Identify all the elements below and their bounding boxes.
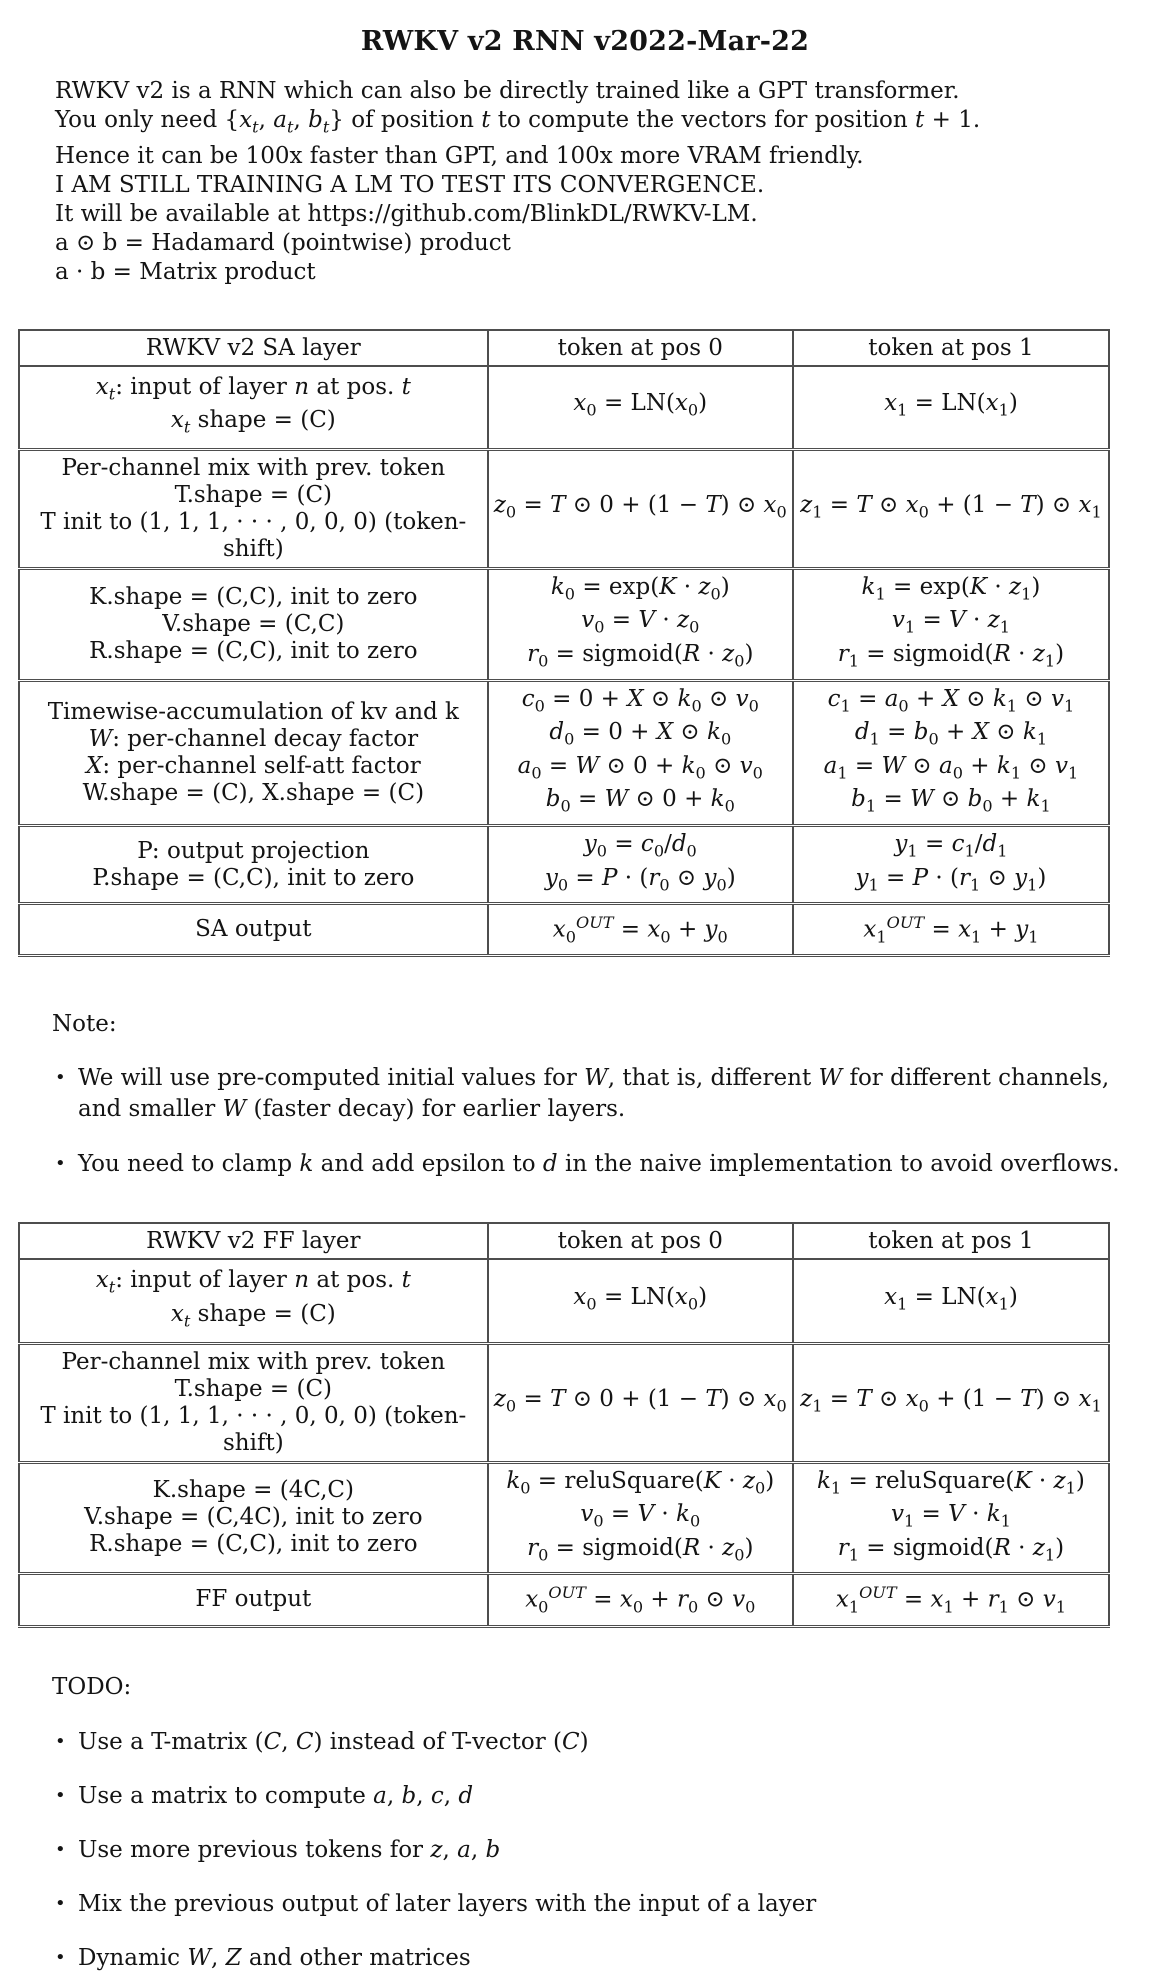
ff-kvr-pos0 <box>488 1462 793 1574</box>
bullet-icon: • <box>55 1067 66 1089</box>
sa-tokenmix-desc <box>19 449 488 568</box>
formula-line: $x_1^{OUT} = x_1 + y_1$ <box>863 913 1039 947</box>
sa-projection-desc <box>19 825 488 903</box>
ff-row-tokenmix <box>19 1343 1109 1462</box>
note-item <box>52 1063 1130 1125</box>
desc-line: W.shape = (C), X.shape = (C) <box>82 779 425 806</box>
sa-header-row <box>19 330 1109 366</box>
formula-line: $y_1 = P \cdot (r_1$ ⊙ $y_1$) <box>855 864 1047 895</box>
desc-line: T.shape = (C) <box>174 1375 333 1402</box>
todo-label: TODO: <box>52 1673 132 1700</box>
todo-item <box>52 1891 1138 1918</box>
desc-line: V.shape = (C,4C), init to zero <box>84 1504 423 1531</box>
sa-accumulation-pos0 <box>488 680 793 825</box>
formula-line: $x_0 = LN(x_0)$ <box>573 1284 708 1314</box>
ff-tokenmix-desc <box>19 1343 488 1462</box>
sa-row-output <box>19 904 1109 956</box>
bullet-icon: • <box>55 1946 66 1968</box>
formula-line: $y_0 = c_0/d_0$ <box>583 830 697 861</box>
sa-header-pos0: token at pos 0 <box>488 330 793 366</box>
ff-output-desc <box>19 1574 488 1626</box>
desc-line: K.shape = (4C,C) <box>152 1477 354 1504</box>
bullet-icon: • <box>55 1892 66 1914</box>
formula-line: $a_1 = W$ ⊙ $a_0 + k_1$ ⊙ $v_1$ <box>823 752 1079 783</box>
ff-output-pos1 <box>793 1574 1109 1626</box>
sa-table <box>18 329 1110 958</box>
intro-line-matrix: a · b = Matrix product <box>55 258 316 285</box>
formula-line: $z_0 = T$ ⊙ 0 + (1 − T) ⊙ $x_0$ <box>493 491 787 522</box>
sa-input-pos0 <box>488 366 793 450</box>
intro-line: Hence it can be 100x faster than GPT, and 100x more VRAM friendly. <box>55 142 864 169</box>
formula-line: $x_1 = LN(x_1)$ <box>884 390 1018 420</box>
formula-line: $z_1 = T$ ⊙ $x_0 + (1 - T)$ ⊙ $x_1$ <box>800 491 1102 522</box>
ff-row-input <box>19 1259 1109 1343</box>
desc-line: K.shape = (C,C), init to zero <box>89 583 418 610</box>
ff-header-row <box>19 1223 1109 1259</box>
sa-kvr-desc <box>19 568 488 680</box>
sa-header-pos1: token at pos 1 <box>793 330 1109 366</box>
desc-line: Timewise-accumulation of kv and k <box>47 698 459 725</box>
desc-line: Per-channel mix with prev. token <box>61 454 446 481</box>
sa-kvr-pos0 <box>488 568 793 680</box>
note-section <box>52 1009 1170 1180</box>
sa-projection-pos0 <box>488 825 793 903</box>
ff-header-layer: RWKV v2 FF layer <box>19 1223 488 1259</box>
formula-line: $v_0 = V \cdot k_0$ <box>580 1501 701 1531</box>
formula-line: $x_0^{OUT} = x_0 + y_0$ <box>552 913 728 947</box>
intro-line-url: It will be available at https://github.com/BlinkDL/RWKV-LM. <box>55 200 758 227</box>
desc-line: FF output <box>195 1586 312 1613</box>
sa-kvr-pos1 <box>793 568 1109 680</box>
note-label: Note: <box>52 1011 117 1038</box>
todo-item <box>52 1729 1138 1756</box>
bullet-icon: • <box>55 1730 66 1752</box>
formula-line: $b_0 = W$ ⊙ $0 + k_0$ <box>545 786 735 816</box>
sa-accumulation-pos1 <box>793 680 1109 825</box>
todo-item-text: Dynamic W, Z and other matrices <box>78 1944 471 1971</box>
sa-tokenmix-pos0 <box>488 449 793 568</box>
sa-output-pos0 <box>488 904 793 956</box>
sa-row-tokenmix <box>19 449 1109 568</box>
formula-line: $x_1 = LN(x_1)$ <box>884 1284 1018 1314</box>
formula-line: $d_0 = 0 + X$ ⊙ $k_0$ <box>549 719 732 749</box>
desc-line: T init to (1, 1, 1, · · · , 0, 0, 0) (token-shift) <box>40 508 467 562</box>
formula-line: $y_0 = P \cdot (r_0$ ⊙ $y_0$) <box>544 864 736 895</box>
sa-projection-pos1 <box>793 825 1109 903</box>
sa-input-pos1 <box>793 366 1109 450</box>
formula-line: $x_0^{OUT} = x_0 + r_0$ ⊙ $v_0$ <box>525 1583 756 1617</box>
intro-line: RWKV v2 is a RNN which can also be directly trained like a GPT transformer. <box>55 78 960 104</box>
desc-line: R.shape = (C,C), init to zero <box>89 637 418 664</box>
ff-table <box>18 1222 1110 1627</box>
formula-line: $a_0 = W$ ⊙ $0 + k_0$ ⊙ $v_0$ <box>517 752 763 783</box>
bullet-icon: • <box>55 1153 66 1175</box>
formula-line: $r_0$ = sigmoid(R · $z_0$) <box>527 640 754 671</box>
intro-line-hadamard: a ⊙ b = Hadamard (pointwise) product <box>55 229 511 256</box>
formula-line: $z_1 = T$ ⊙ $x_0 + (1 - T)$ ⊙ $x_1$ <box>800 1385 1102 1416</box>
formula-line: $k_0 = \exp(K \cdot z_0)$ <box>550 573 730 604</box>
ff-output-pos0 <box>488 1574 793 1626</box>
ff-header-pos1: token at pos 1 <box>793 1223 1109 1259</box>
bullet-icon: • <box>55 1784 66 1806</box>
formula-line: $z_0 = T$ ⊙ 0 + (1 − T) ⊙ $x_0$ <box>493 1385 787 1416</box>
sa-header-layer: RWKV v2 SA layer <box>19 330 488 366</box>
formula-line: $y_1 = c_1/d_1$ <box>894 830 1008 861</box>
sa-row-accumulation <box>19 680 1109 825</box>
sa-row-projection <box>19 825 1109 903</box>
sa-row-input <box>19 366 1109 450</box>
sa-input-desc <box>19 366 488 450</box>
sa-tokenmix-pos1 <box>793 449 1109 568</box>
page-title: RWKV v2 RNN v2022-Mar-22 <box>360 26 810 57</box>
desc-line: T init to (1, 1, 1, · · · , 0, 0, 0) (token-shift) <box>40 1402 467 1456</box>
formula-line: $b_1 = W$ ⊙ $b_0 + k_1$ <box>851 786 1051 816</box>
formula-line: $v_1 = V \cdot k_1$ <box>890 1501 1011 1531</box>
desc-line: P.shape = (C,C), init to zero <box>92 864 415 891</box>
todo-item-text: Use a T-matrix (C, C) instead of T-vector (C) <box>78 1728 589 1755</box>
todo-item-text: Use a matrix to compute a, b, c, d <box>78 1782 474 1809</box>
formula-line: $c_0 = 0 + X$ ⊙ $k_0$ ⊙ $v_0$ <box>521 685 759 716</box>
ff-tokenmix-pos1 <box>793 1343 1109 1462</box>
ff-row-output <box>19 1574 1109 1626</box>
desc-line: T.shape = (C) <box>174 481 333 508</box>
sa-row-kvr <box>19 568 1109 680</box>
formula-line: $d_1 = b_0 + X$ ⊙ $k_1$ <box>854 719 1048 749</box>
todo-section <box>52 1672 1170 1972</box>
formula-line: $r_1$ = sigmoid(R · $z_1$) <box>837 640 1065 671</box>
note-item-text: You need to clamp k and add epsilon to d in the naive implementation to avoid overflows. <box>78 1151 1120 1178</box>
todo-item-text: Use more previous tokens for z, a, b <box>78 1836 501 1863</box>
ff-kvr-desc <box>19 1462 488 1574</box>
sa-output-pos1 <box>793 904 1109 956</box>
desc-line: Per-channel mix with prev. token <box>61 1348 446 1375</box>
desc-line: R.shape = (C,C), init to zero <box>89 1531 418 1558</box>
desc-line: P: output projection <box>137 837 370 864</box>
formula-line: $x_1^{OUT} = x_1 + r_1$ ⊙ $v_1$ <box>835 1583 1067 1617</box>
sa-output-desc <box>19 904 488 956</box>
desc-line: W: per-channel decay factor <box>88 725 419 752</box>
formula-line: $k_1$ = reluSquare(K · $z_1$) <box>816 1467 1085 1498</box>
desc-line: X: per-channel self-att factor <box>85 752 421 779</box>
todo-item <box>52 1783 1138 1810</box>
formula-line: $x_0 = LN(x_0)$ <box>573 390 708 420</box>
desc-line: $x_t$: input of layer n at pos. t <box>95 1267 411 1297</box>
intro-line: You only need {$x_t$, $a_t$, $b_t$} of position t to compute the vectors for position t + 1. <box>55 107 981 137</box>
ff-input-pos1 <box>793 1259 1109 1343</box>
intro-line: I AM STILL TRAINING A LM TO TEST ITS CONVERGENCE. <box>55 171 765 198</box>
sa-accumulation-desc <box>19 680 488 825</box>
desc-line: SA output <box>195 916 312 943</box>
desc-line: $x_t$ shape = (C) <box>170 407 336 437</box>
desc-line: V.shape = (C,C) <box>162 610 345 637</box>
ff-input-desc <box>19 1259 488 1343</box>
formula-line: $v_0 = V \cdot z_0$ <box>581 607 700 637</box>
intro-paragraph <box>55 77 1170 287</box>
ff-header-pos0: token at pos 0 <box>488 1223 793 1259</box>
note-item <box>52 1149 1130 1180</box>
formula-line: $r_1$ = sigmoid(R · $z_1$) <box>837 1534 1065 1565</box>
formula-line: $r_0$ = sigmoid(R · $z_0$) <box>527 1534 754 1565</box>
formula-line: $k_1 = \exp(K \cdot z_1)$ <box>861 573 1041 604</box>
formula-line: $v_1 = V \cdot z_1$ <box>891 607 1010 637</box>
desc-line: $x_t$ shape = (C) <box>170 1300 336 1331</box>
formula-line: $c_1 = a_0 + X$ ⊙ $k_1$ ⊙ $v_1$ <box>827 685 1075 716</box>
todo-item <box>52 1945 1138 1972</box>
desc-line: $x_t$: input of layer n at pos. t <box>95 373 411 404</box>
todo-item-text: Mix the previous output of later layers with the input of a layer <box>78 1890 817 1917</box>
formula-line: $k_0$ = reluSquare(K · $z_0$) <box>506 1467 775 1498</box>
ff-row-kvr <box>19 1462 1109 1574</box>
bullet-icon: • <box>55 1838 66 1860</box>
todo-item <box>52 1837 1138 1864</box>
ff-input-pos0 <box>488 1259 793 1343</box>
note-item-text: We will use pre-computed initial values for W, that is, different W for different channels, and smaller W (faster decay) for earlier layers. <box>78 1065 1110 1123</box>
ff-tokenmix-pos0 <box>488 1343 793 1462</box>
ff-kvr-pos1 <box>793 1462 1109 1574</box>
